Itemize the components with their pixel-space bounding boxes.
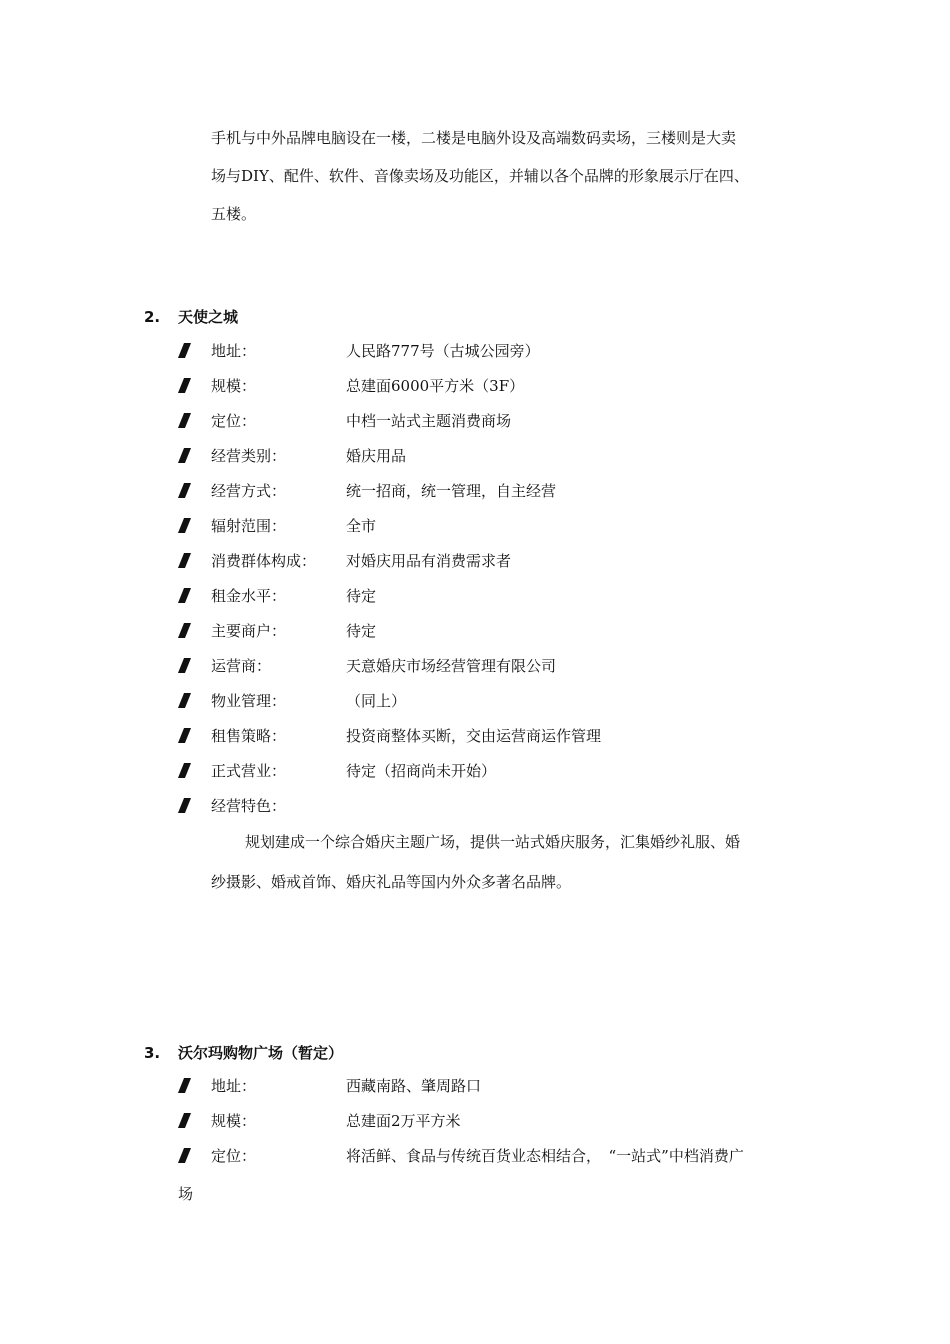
- item-value: 统一招商，统一管理，自主经营: [346, 482, 557, 500]
- list-item: [178, 761, 818, 796]
- item-label: 地址：: [211, 342, 257, 360]
- item-label: 辐射范围：: [211, 517, 287, 535]
- item-label: 规模：: [211, 377, 257, 395]
- item-value: 投资商整体买断，交由运营商运作管理: [346, 727, 602, 745]
- list-item: [178, 656, 818, 691]
- list-item: [178, 516, 818, 551]
- wrapped-text-tail: 场: [178, 1185, 194, 1203]
- item-value: 全市: [346, 517, 377, 535]
- intro-line: 手机与中外品牌电脑设在一楼，二楼是电脑外设及高端数码卖场，三楼则是大卖: [211, 129, 737, 147]
- bullet-icon: [178, 518, 192, 533]
- list-item: [178, 796, 818, 831]
- list-item: [178, 691, 818, 726]
- intro-line: 五楼。: [211, 205, 257, 223]
- bullet-icon: [178, 1078, 192, 1093]
- list-item: [178, 341, 818, 376]
- item-value: 待定（招商尚未开始）: [346, 762, 497, 780]
- item-label: 规模：: [211, 1112, 257, 1130]
- feature-paragraph: [211, 832, 821, 912]
- bullet-icon: [178, 448, 192, 463]
- section-title: 天使之城: [178, 308, 239, 326]
- item-label: 物业管理：: [211, 692, 287, 710]
- section-number: 2.: [144, 308, 161, 326]
- item-label: 经营方式：: [211, 482, 287, 500]
- item-label: 定位：: [211, 1147, 257, 1165]
- section-heading: [144, 307, 238, 327]
- item-value: 将活鲜、食品与传统百货业态相结合， “一站式”中档消费广: [346, 1147, 744, 1165]
- bullet-icon: [178, 658, 192, 673]
- list-item: [178, 726, 818, 761]
- item-label: 地址：: [211, 1077, 257, 1095]
- bullet-icon: [178, 588, 192, 603]
- bullet-icon: [178, 798, 192, 813]
- item-label: 经营特色：: [211, 797, 287, 815]
- item-label: 运营商：: [211, 657, 272, 675]
- bullet-icon: [178, 413, 192, 428]
- list-item: [178, 551, 818, 586]
- feature-line: 纱摄影、婚戒首饰、婚庆礼品等国内外众多著名品牌。: [211, 873, 572, 891]
- section-number: 3.: [144, 1044, 161, 1062]
- bullet-icon: [178, 553, 192, 568]
- list-item: [178, 1076, 818, 1111]
- bullet-icon: [178, 483, 192, 498]
- item-value: 西藏南路、肇周路口: [346, 1077, 482, 1095]
- item-value: 人民路777号（古城公园旁）: [346, 342, 540, 360]
- item-label: 正式营业：: [211, 762, 287, 780]
- list-item: [178, 586, 818, 621]
- item-value: 对婚庆用品有消费需求者: [346, 552, 512, 570]
- bullet-icon: [178, 728, 192, 743]
- item-value: （同上）: [346, 692, 407, 710]
- item-label: 租售策略：: [211, 727, 287, 745]
- section3-list: [178, 1076, 818, 1181]
- section-heading: [144, 1043, 343, 1063]
- item-value: 天意婚庆市场经营管理有限公司: [346, 657, 557, 675]
- item-label: 主要商户：: [211, 622, 287, 640]
- section-title: 沃尔玛购物广场（暂定）: [178, 1044, 344, 1062]
- item-value: 婚庆用品: [346, 447, 407, 465]
- bullet-icon: [178, 763, 192, 778]
- intro-line: 场与DIY、配件、软件、音像卖场及功能区，并辅以各个品牌的形象展示厅在四、: [211, 167, 749, 185]
- bullet-icon: [178, 1113, 192, 1128]
- list-item: [178, 621, 818, 656]
- item-value: 待定: [346, 622, 377, 640]
- list-item: [178, 481, 818, 516]
- intro-paragraph: [211, 124, 821, 238]
- feature-line: 规划建成一个综合婚庆主题广场，提供一站式婚庆服务，汇集婚纱礼服、婚: [245, 833, 741, 851]
- item-value: 总建面2万平方米: [346, 1112, 461, 1130]
- list-item: [178, 411, 818, 446]
- bullet-icon: [178, 378, 192, 393]
- section2-list: [178, 341, 818, 831]
- item-label: 消费群体构成：: [211, 552, 317, 570]
- bullet-icon: [178, 343, 192, 358]
- list-item: [178, 376, 818, 411]
- item-label: 定位：: [211, 412, 257, 430]
- item-value: 总建面6000平方米（3F）: [346, 377, 525, 395]
- list-item: [178, 1111, 818, 1146]
- item-label: 经营类别：: [211, 447, 287, 465]
- bullet-icon: [178, 693, 192, 708]
- bullet-icon: [178, 1148, 192, 1163]
- bullet-icon: [178, 623, 192, 638]
- item-label: 租金水平：: [211, 587, 287, 605]
- item-value: 中档一站式主题消费商场: [346, 412, 512, 430]
- item-value: 待定: [346, 587, 377, 605]
- list-item: [178, 446, 818, 481]
- list-item: [178, 1146, 818, 1181]
